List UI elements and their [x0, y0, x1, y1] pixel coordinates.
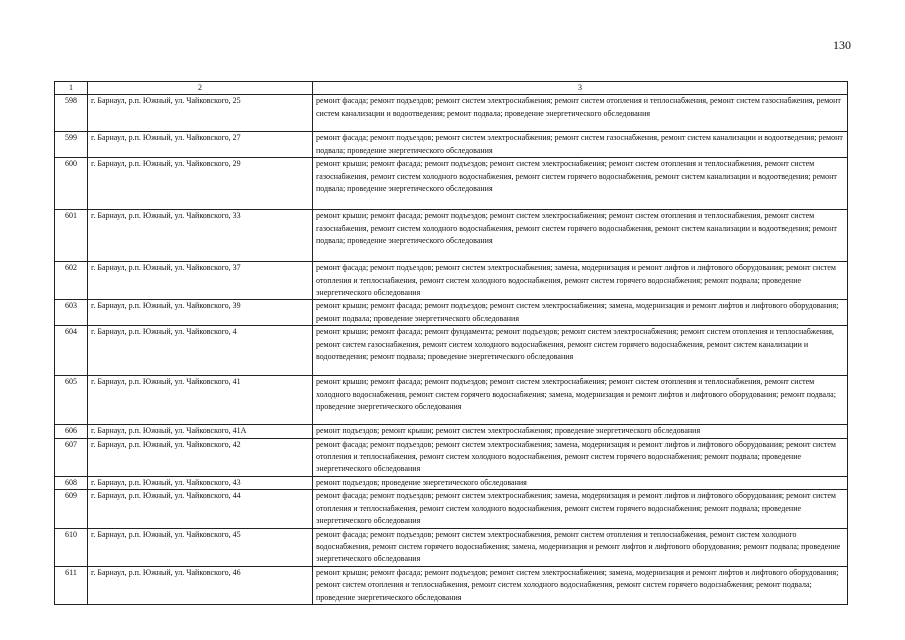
registry-table	[54, 81, 848, 605]
row-number: 600	[55, 158, 88, 210]
row-address: г. Барнаул, р.п. Южный, ул. Чайковского, 44	[88, 490, 313, 528]
row-address: г. Барнаул, р.п. Южный, ул. Чайковского, 45	[88, 528, 313, 566]
row-address: г. Барнаул, р.п. Южный, ул. Чайковского, 41А	[88, 425, 313, 438]
row-works: ремонт фасада; ремонт подъездов; ремонт систем электроснабжения; замена, модернизация и ремонт лифтов и лифтового оборудования; ремонт систем отопления и теплоснабжения, ремонт систем холодного водоснабжения, ремонт систем горячего водоснабжения; ремонт подвала; проведение энергетического обследования	[313, 262, 848, 300]
row-works: ремонт подъездов; ремонт крыши; ремонт систем электроснабжения; проведение энергетического обследования	[313, 425, 848, 438]
row-address: г. Барнаул, р.п. Южный, ул. Чайковского, 25	[88, 95, 313, 132]
row-address: г. Барнаул, р.п. Южный, ул. Чайковского, 41	[88, 376, 313, 425]
header-col-1: 1	[55, 82, 88, 95]
row-number: 599	[55, 132, 88, 158]
row-number: 607	[55, 438, 88, 476]
row-number: 605	[55, 376, 88, 425]
row-works: ремонт крыши; ремонт фасада; ремонт фундамента; ремонт подъездов; ремонт систем электроснабжения; ремонт систем отопления и теплоснабжения, ремонт систем газоснабжения, ремонт систем холодного водоснабжения, ремонт систем горячего водоснабжения, ремонт систем канализации и водоотведения; ремонт подвала; проведение энергетического обследования	[313, 326, 848, 376]
row-address: г. Барнаул, р.п. Южный, ул. Чайковского, 27	[88, 132, 313, 158]
row-works: ремонт подъездов; проведение энергетического обследования	[313, 476, 848, 489]
row-works: ремонт крыши; ремонт фасада; ремонт подъездов; ремонт систем электроснабжения; ремонт систем отопления и теплоснабжения, ремонт систем газоснабжения, ремонт систем холодного водоснабжения, ремонт систем горячего водоснабжения, ремонт систем канализации и водоотведения; ремонт подвала; проведение энергетического обследования	[313, 210, 848, 262]
row-number: 602	[55, 262, 88, 300]
table-row	[55, 326, 848, 376]
row-address: г. Барнаул, р.п. Южный, ул. Чайковского, 29	[88, 158, 313, 210]
table-row	[55, 528, 848, 566]
row-number: 609	[55, 490, 88, 528]
row-address: г. Барнаул, р.п. Южный, ул. Чайковского, 43	[88, 476, 313, 489]
row-works: ремонт крыши; ремонт фасада; ремонт подъездов; ремонт систем электроснабжения; ремонт систем отопления и теплоснабжения, ремонт систем газоснабжения, ремонт систем холодного водоснабжения, ремонт систем горячего водоснабжения, ремонт систем канализации и водоотведения; ремонт подвала; проведение энергетического обследования	[313, 158, 848, 210]
table-row	[55, 438, 848, 476]
table-row	[55, 425, 848, 438]
row-works: ремонт фасада; ремонт подъездов; ремонт систем электроснабжения; замена, модернизация и ремонт лифтов и лифтового оборудования; ремонт систем отопления и теплоснабжения, ремонт систем холодного водоснабжения, ремонт систем горячего водоснабжения; ремонт подвала; проведение энергетического обследования	[313, 438, 848, 476]
row-works: ремонт фасада; ремонт подъездов; ремонт систем электроснабжения; ремонт систем газоснабжения, ремонт систем канализации и водоотведения; ремонт подвала; проведение энергетического обследования	[313, 132, 848, 158]
row-address: г. Барнаул, р.п. Южный, ул. Чайковского, 39	[88, 300, 313, 326]
table-row	[55, 262, 848, 300]
row-address: г. Барнаул, р.п. Южный, ул. Чайковского, 33	[88, 210, 313, 262]
row-number: 603	[55, 300, 88, 326]
row-number: 606	[55, 425, 88, 438]
row-works: ремонт фасада; ремонт подъездов; ремонт систем электроснабжения; ремонт систем отопления и теплоснабжения, ремонт систем газоснабжения, ремонт систем канализации и водоотведения; ремонт подвала; проведение энергетического обследования	[313, 95, 848, 132]
table-row	[55, 476, 848, 489]
header-col-3: 3	[313, 82, 848, 95]
table-row	[55, 566, 848, 604]
table-row	[55, 95, 848, 132]
row-works: ремонт фасада; ремонт подъездов; ремонт систем электроснабжения; замена, модернизация и ремонт лифтов и лифтового оборудования; ремонт систем отопления и теплоснабжения, ремонт систем холодного водоснабжения, ремонт систем горячего водоснабжения; ремонт подвала; проведение энергетического обследования	[313, 490, 848, 528]
table-row	[55, 132, 848, 158]
table-row	[55, 158, 848, 210]
row-number: 611	[55, 566, 88, 604]
row-address: г. Барнаул, р.п. Южный, ул. Чайковского, 4	[88, 326, 313, 376]
row-address: г. Барнаул, р.п. Южный, ул. Чайковского, 37	[88, 262, 313, 300]
row-number: 608	[55, 476, 88, 489]
row-number: 610	[55, 528, 88, 566]
header-col-2: 2	[88, 82, 313, 95]
table-row	[55, 376, 848, 425]
row-works: ремонт крыши; ремонт фасада; ремонт подъездов; ремонт систем электроснабжения; замена, модернизация и ремонт лифтов и лифтового оборудования; ремонт подвала; проведение энергетического обследования	[313, 300, 848, 326]
table-row	[55, 210, 848, 262]
header-row	[55, 82, 848, 95]
page-number: 130	[833, 38, 851, 52]
row-number: 598	[55, 95, 88, 132]
table-row	[55, 300, 848, 326]
row-address: г. Барнаул, р.п. Южный, ул. Чайковского, 42	[88, 438, 313, 476]
row-works: ремонт крыши; ремонт фасада; ремонт подъездов; ремонт систем электроснабжения; замена, модернизация и ремонт лифтов и лифтового оборудования; ремонт систем отопления и теплоснабжения, ремонт систем холодного водоснабжения, ремонт систем горячего водоснабжения; ремонт подвала; проведение энергетического обследования	[313, 566, 848, 604]
row-address: г. Барнаул, р.п. Южный, ул. Чайковского, 46	[88, 566, 313, 604]
row-works: ремонт крыши; ремонт фасада; ремонт подъездов; ремонт систем электроснабжения; ремонт систем отопления и теплоснабжения, ремонт систем холодного водоснабжения, ремонт систем горячего водоснабжения; замена, модернизация и ремонт лифтов и лифтового оборудования; ремонт подвала; проведение энергетического обследования	[313, 376, 848, 425]
row-number: 604	[55, 326, 88, 376]
table-row	[55, 490, 848, 528]
row-works: ремонт фасада; ремонт подъездов; ремонт систем электроснабжения, ремонт систем отопления и теплоснабжения, ремонт систем холодного водоснабжения, ремонт систем горячего водоснабжения; замена, модернизация и ремонт лифтов и лифтового оборудования; ремонт подвала; проведение энергетического обследования	[313, 528, 848, 566]
row-number: 601	[55, 210, 88, 262]
